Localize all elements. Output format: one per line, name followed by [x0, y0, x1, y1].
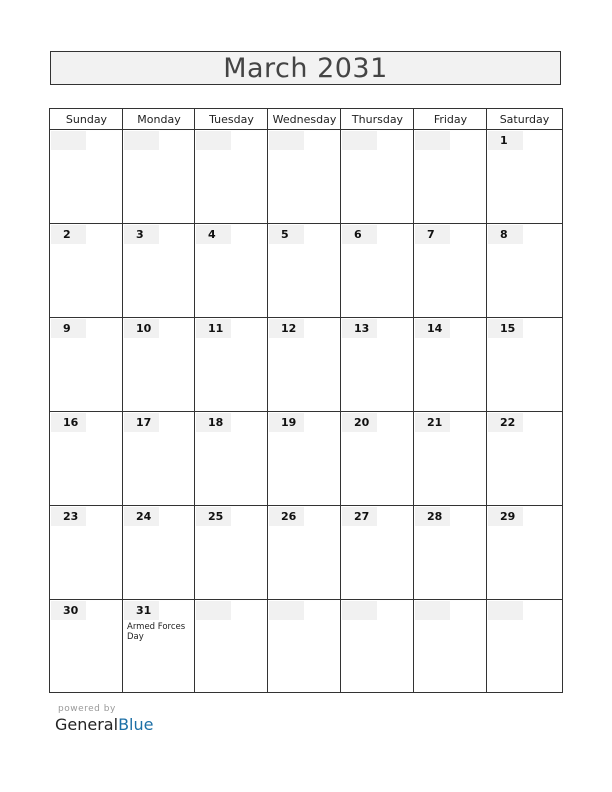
- day-number: 4: [196, 225, 231, 244]
- day-number: [196, 131, 231, 150]
- day-cell[interactable]: [487, 224, 561, 317]
- day-number: 28: [415, 507, 450, 526]
- day-number: 12: [269, 319, 304, 338]
- day-number: [415, 601, 450, 620]
- day-cell[interactable]: [487, 130, 561, 223]
- day-cell[interactable]: [268, 130, 340, 223]
- weekday-header: Wednesday: [272, 113, 337, 126]
- weekday-header: Friday: [433, 113, 468, 126]
- day-number: [488, 601, 523, 620]
- day-cell[interactable]: [487, 600, 561, 691]
- day-number: 16: [51, 413, 86, 432]
- day-cell[interactable]: [195, 506, 267, 599]
- day-number: 15: [488, 319, 523, 338]
- brand-general: General: [55, 715, 119, 734]
- day-number: 6: [342, 225, 377, 244]
- weekday-header: Saturday: [499, 113, 550, 126]
- day-cell[interactable]: [268, 224, 340, 317]
- calendar-grid: [49, 108, 563, 693]
- day-cell[interactable]: [268, 600, 340, 691]
- day-number: 9: [51, 319, 86, 338]
- day-cell[interactable]: [123, 412, 194, 505]
- day-number: [124, 131, 159, 150]
- day-number: 2: [51, 225, 86, 244]
- day-cell[interactable]: [123, 506, 194, 599]
- day-number: [196, 601, 231, 620]
- day-cell[interactable]: [123, 130, 194, 223]
- day-cell[interactable]: [123, 600, 194, 691]
- day-cell[interactable]: [123, 224, 194, 317]
- day-cell[interactable]: [414, 130, 486, 223]
- day-number: 25: [196, 507, 231, 526]
- day-number: 17: [124, 413, 159, 432]
- day-number: [269, 601, 304, 620]
- day-number: 3: [124, 225, 159, 244]
- day-number: 10: [124, 319, 159, 338]
- day-cell[interactable]: [268, 412, 340, 505]
- day-cell[interactable]: [487, 506, 561, 599]
- day-number: [51, 131, 86, 150]
- weekday-header: Thursday: [351, 113, 404, 126]
- day-cell[interactable]: [195, 224, 267, 317]
- day-cell[interactable]: [50, 318, 122, 411]
- day-cell[interactable]: [487, 318, 561, 411]
- day-cell[interactable]: [123, 318, 194, 411]
- day-number: [342, 131, 377, 150]
- day-cell[interactable]: [341, 318, 413, 411]
- day-cell[interactable]: [50, 130, 122, 223]
- day-cell[interactable]: [414, 506, 486, 599]
- day-number: 21: [415, 413, 450, 432]
- day-cell[interactable]: [50, 506, 122, 599]
- powered-by-label: powered by: [58, 704, 116, 714]
- holiday-label: Armed Forces Day: [127, 622, 186, 642]
- weekday-header: Sunday: [65, 113, 108, 126]
- day-number: 27: [342, 507, 377, 526]
- day-cell[interactable]: [195, 412, 267, 505]
- day-number: 23: [51, 507, 86, 526]
- day-cell[interactable]: [195, 600, 267, 691]
- day-number: 26: [269, 507, 304, 526]
- day-number: 1: [488, 131, 523, 150]
- day-cell[interactable]: [50, 224, 122, 317]
- day-number: [415, 131, 450, 150]
- brand-blue: Blue: [118, 715, 154, 734]
- month-title-box: [50, 51, 561, 85]
- day-cell[interactable]: [50, 600, 122, 691]
- day-cell[interactable]: [341, 130, 413, 223]
- weekday-header: Tuesday: [209, 113, 254, 126]
- day-cell[interactable]: [414, 224, 486, 317]
- day-number: 14: [415, 319, 450, 338]
- day-number: 19: [269, 413, 304, 432]
- day-number: 31: [124, 601, 159, 620]
- day-number: 29: [488, 507, 523, 526]
- day-cell[interactable]: [268, 506, 340, 599]
- day-cell[interactable]: [268, 318, 340, 411]
- day-cell[interactable]: [414, 600, 486, 691]
- day-number: 24: [124, 507, 159, 526]
- day-number: [269, 131, 304, 150]
- day-number: 13: [342, 319, 377, 338]
- day-number: 30: [51, 601, 86, 620]
- day-cell[interactable]: [195, 318, 267, 411]
- day-cell[interactable]: [341, 412, 413, 505]
- day-number: 7: [415, 225, 450, 244]
- month-title: March 2031: [223, 52, 388, 84]
- day-number: 22: [488, 413, 523, 432]
- day-cell[interactable]: [50, 412, 122, 505]
- day-cell[interactable]: [341, 600, 413, 691]
- day-cell[interactable]: [341, 506, 413, 599]
- brand-logo[interactable]: [55, 715, 153, 734]
- day-cell[interactable]: [487, 412, 561, 505]
- day-number: 11: [196, 319, 231, 338]
- day-cell[interactable]: [341, 224, 413, 317]
- day-cell[interactable]: [195, 130, 267, 223]
- day-cell[interactable]: [414, 318, 486, 411]
- weekday-header: Monday: [137, 113, 181, 126]
- day-number: 8: [488, 225, 523, 244]
- day-number: 18: [196, 413, 231, 432]
- day-number: 5: [269, 225, 304, 244]
- day-cell[interactable]: [414, 412, 486, 505]
- day-number: [342, 601, 377, 620]
- day-number: 20: [342, 413, 377, 432]
